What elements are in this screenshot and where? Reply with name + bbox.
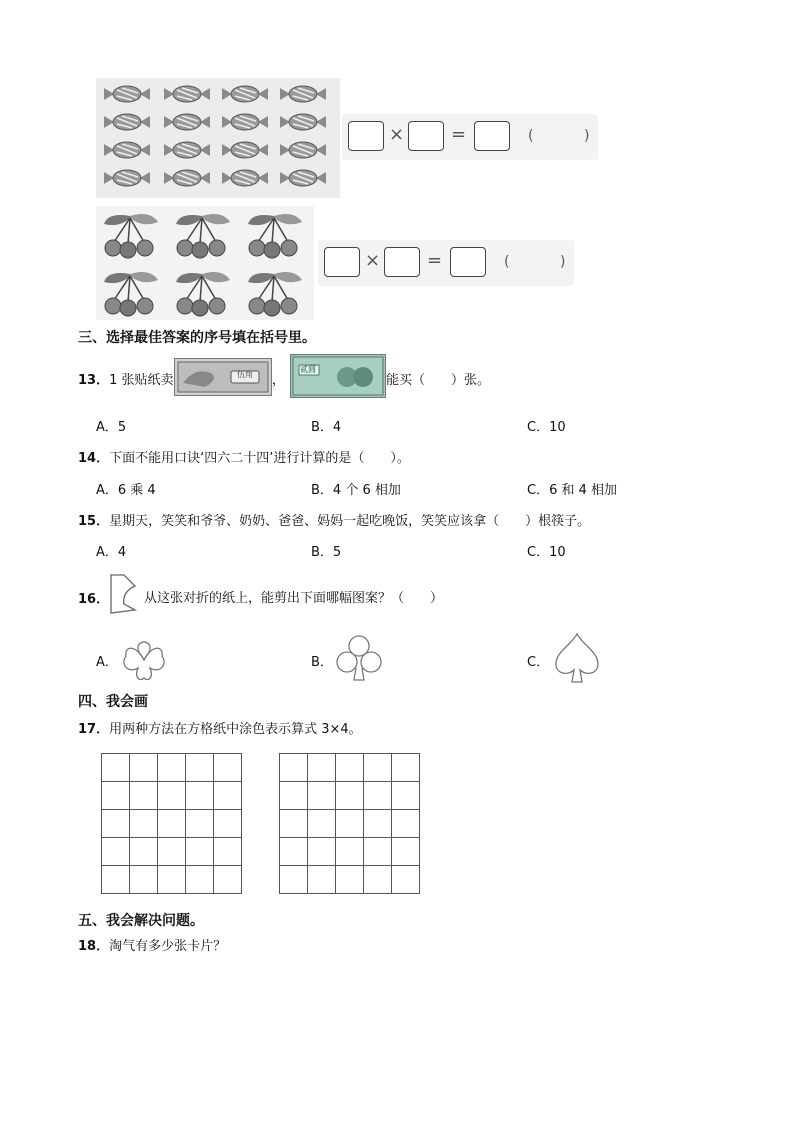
candy-icon-group (96, 78, 340, 198)
option-b[interactable]: B．4 个 6 相加 (311, 483, 401, 498)
grid-cell[interactable] (364, 810, 392, 838)
section-3-title: 三、选择最佳答案的序号填在括号里。 (78, 330, 316, 346)
grid-cell[interactable] (102, 810, 130, 838)
grid-cell[interactable] (308, 866, 336, 894)
spade-icon (552, 630, 602, 686)
clover-icon (118, 634, 170, 686)
grid-cell[interactable] (308, 782, 336, 810)
grid-cell[interactable] (392, 754, 420, 782)
grid-cell[interactable] (158, 810, 186, 838)
grid-cell[interactable] (392, 838, 420, 866)
option-b[interactable]: B．4 (311, 420, 342, 435)
grid-cell[interactable] (280, 866, 308, 894)
grid-cell[interactable] (102, 782, 130, 810)
grid-cell[interactable] (280, 782, 308, 810)
option-a[interactable]: A．4 (96, 545, 127, 560)
question-text: 下面不能用口诀‘四六二十四’进行计算的是（ ）。 (109, 451, 410, 466)
question-number: 13． (78, 373, 110, 388)
grid-cell[interactable] (214, 754, 242, 782)
question-text: 能买（ ）张。 (386, 373, 491, 388)
question-15 (78, 510, 590, 529)
question-text: 从这张对折的纸上，能剪出下面哪幅图案？（ ） (144, 591, 444, 606)
grid-cell[interactable] (130, 838, 158, 866)
equals-sign: = (451, 124, 467, 145)
grid-cell[interactable] (336, 866, 364, 894)
grid-cell[interactable] (214, 838, 242, 866)
option-c[interactable]: C．6 和 4 相加 (527, 483, 618, 498)
grid-cell[interactable] (392, 810, 420, 838)
question-text: 淘气有多少张卡片？ (109, 939, 227, 954)
grid-cell[interactable] (158, 782, 186, 810)
grid-cell[interactable] (308, 810, 336, 838)
grid-cell[interactable] (130, 810, 158, 838)
grid-cell[interactable] (158, 838, 186, 866)
grid-cell[interactable] (186, 754, 214, 782)
grid-cell[interactable] (280, 838, 308, 866)
times-sign: × (389, 124, 405, 145)
answer-box[interactable] (474, 121, 510, 151)
grid-cell[interactable] (364, 838, 392, 866)
banknote-label: 伍角 (237, 370, 253, 379)
paren-open: ( (528, 128, 534, 144)
grid-cell[interactable] (186, 782, 214, 810)
answer-box[interactable] (450, 247, 486, 277)
grid-cell[interactable] (186, 838, 214, 866)
question-17 (78, 718, 362, 737)
question-18 (78, 935, 226, 954)
option-a[interactable]: A．6 乘 4 (96, 483, 156, 498)
paren-open: ( (504, 254, 510, 270)
equals-sign: = (427, 250, 443, 271)
question-text: 用两种方法在方格纸中涂色表示算式 3×4。 (109, 722, 362, 737)
grid-cell[interactable] (186, 810, 214, 838)
question-number: 16． (78, 592, 110, 607)
grid-cell[interactable] (392, 782, 420, 810)
paren-close: ) (560, 254, 566, 270)
option-b[interactable]: B．5 (311, 545, 342, 560)
grid-cell[interactable] (280, 754, 308, 782)
grid-cell[interactable] (130, 782, 158, 810)
answer-box[interactable] (408, 121, 444, 151)
answer-box[interactable] (348, 121, 384, 151)
grid-paper-1[interactable] (101, 753, 242, 894)
section-5-title: 五、我会解决问题。 (78, 913, 204, 929)
option-a[interactable]: A． (96, 655, 118, 670)
grid-cell[interactable] (336, 810, 364, 838)
banknote-small-icon (174, 358, 272, 396)
question-13 (78, 369, 174, 388)
grid-cell[interactable] (364, 754, 392, 782)
question-number: 14． (78, 451, 110, 466)
grid-paper-2[interactable] (279, 753, 420, 894)
grid-cell[interactable] (392, 866, 420, 894)
grid-cell[interactable] (158, 866, 186, 894)
grid-cell[interactable] (102, 754, 130, 782)
grid-cell[interactable] (280, 810, 308, 838)
cherry-picture (96, 206, 314, 320)
question-number: 17． (78, 722, 110, 737)
grid-cell[interactable] (364, 782, 392, 810)
grid-cell[interactable] (308, 838, 336, 866)
answer-box[interactable] (384, 247, 420, 277)
question-text: 1 张贴纸卖 (109, 373, 174, 388)
banknote-large-icon (290, 354, 386, 398)
candy-picture (96, 78, 340, 198)
grid-cell[interactable] (102, 866, 130, 894)
cherry-icon-group (96, 206, 314, 320)
grid-cell[interactable] (130, 754, 158, 782)
section-4-title: 四、我会画 (78, 694, 148, 710)
grid-cell[interactable] (336, 838, 364, 866)
grid-cell[interactable] (214, 866, 242, 894)
grid-cell[interactable] (364, 866, 392, 894)
grid-cell[interactable] (214, 782, 242, 810)
question-14 (78, 447, 410, 466)
option-a[interactable]: A．5 (96, 420, 127, 435)
grid-cell[interactable] (158, 754, 186, 782)
grid-cell[interactable] (186, 866, 214, 894)
question-text: 星期天，笑笑和爷爷、奶奶、爸爸、妈妈一起吃晚饭，笑笑应该拿（ ）根筷子。 (109, 514, 591, 529)
grid-cell[interactable] (130, 866, 158, 894)
grid-cell[interactable] (102, 838, 130, 866)
club-icon (334, 632, 384, 684)
times-sign: × (365, 250, 381, 271)
grid-cell[interactable] (214, 810, 242, 838)
grid-cell[interactable] (308, 754, 336, 782)
option-b[interactable]: B． (311, 655, 333, 670)
folded-paper-icon (108, 572, 138, 616)
question-number: 15． (78, 514, 110, 529)
paren-close: ) (584, 128, 590, 144)
question-number: 18． (78, 939, 110, 954)
option-c[interactable]: C．10 (527, 420, 566, 435)
answer-box[interactable] (324, 247, 360, 277)
separator: ， (272, 373, 286, 388)
banknote-label: 贰圆 (300, 365, 316, 374)
option-c[interactable]: C． (527, 655, 550, 670)
grid-cell[interactable] (336, 754, 364, 782)
grid-cell[interactable] (336, 782, 364, 810)
option-c[interactable]: C．10 (527, 545, 566, 560)
